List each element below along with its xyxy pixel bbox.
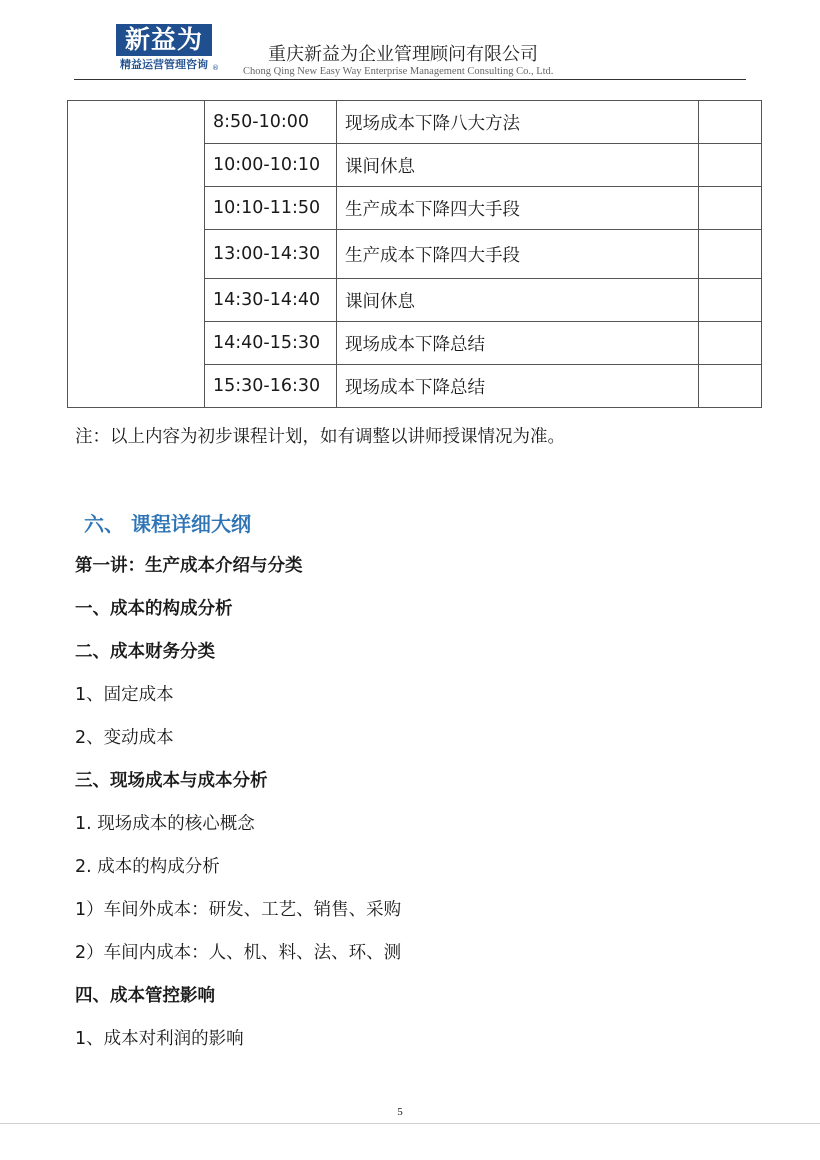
logo-main-text: 新益为	[116, 24, 212, 56]
company-name-chinese: 重庆新益为企业管理顾问有限公司	[268, 44, 538, 65]
outline-heading: 三、现场成本与成本分析	[75, 771, 268, 791]
outline-item: 2）车间内成本：人、机、料、法、环、测	[75, 943, 402, 963]
outline-item: 1）车间外成本：研发、工艺、销售、采购	[75, 900, 402, 920]
remark-cell	[699, 365, 762, 408]
logo-sub-text: 精益运营管理咨询	[116, 57, 212, 72]
time-cell: 14:40-15:30	[205, 322, 337, 365]
outline-item: 1. 现场成本的核心概念	[75, 814, 255, 834]
header-divider	[74, 79, 746, 80]
page-number: 5	[397, 1106, 403, 1118]
content-cell: 生产成本下降四大手段	[337, 187, 699, 230]
time-cell: 13:00-14:30	[205, 230, 337, 279]
outline-item: 1、固定成本	[75, 685, 174, 705]
section-heading: 六、 课程详细大纲	[84, 512, 251, 536]
time-cell: 10:00-10:10	[205, 144, 337, 187]
outline-item: 2. 成本的构成分析	[75, 857, 220, 877]
schedule-note: 注：以上内容为初步课程计划，如有调整以讲师授课情况为准。	[75, 427, 565, 447]
time-cell: 8:50-10:00	[205, 101, 337, 144]
time-cell: 15:30-16:30	[205, 365, 337, 408]
remark-cell	[699, 230, 762, 279]
content-cell: 生产成本下降四大手段	[337, 230, 699, 279]
time-cell: 14:30-14:40	[205, 279, 337, 322]
outline-heading: 二、成本财务分类	[75, 642, 215, 662]
remark-cell	[699, 279, 762, 322]
remark-cell	[699, 187, 762, 230]
outline-item: 2、变动成本	[75, 728, 174, 748]
outline-item: 1、成本对利润的影响	[75, 1029, 244, 1049]
remark-cell	[699, 101, 762, 144]
day-cell	[68, 101, 205, 408]
content-cell: 现场成本下降总结	[337, 365, 699, 408]
content-cell: 现场成本下降总结	[337, 322, 699, 365]
remark-cell	[699, 322, 762, 365]
content-cell: 现场成本下降八大方法	[337, 101, 699, 144]
company-name-english: Chong Qing New Easy Way Enterprise Management Consulting Co., Ltd.	[243, 66, 554, 77]
content-cell: 课间休息	[337, 279, 699, 322]
outline-lecture-title: 第一讲：生产成本介绍与分类	[75, 556, 303, 576]
schedule-table	[67, 100, 762, 408]
content-cell: 课间休息	[337, 144, 699, 187]
footer-divider	[0, 1123, 820, 1124]
time-cell: 10:10-11:50	[205, 187, 337, 230]
outline-heading: 四、成本管控影响	[75, 986, 215, 1006]
registered-mark-icon: ®	[212, 64, 219, 72]
company-logo	[116, 24, 219, 74]
table-row	[68, 101, 762, 144]
remark-cell	[699, 144, 762, 187]
outline-heading: 一、成本的构成分析	[75, 599, 233, 619]
